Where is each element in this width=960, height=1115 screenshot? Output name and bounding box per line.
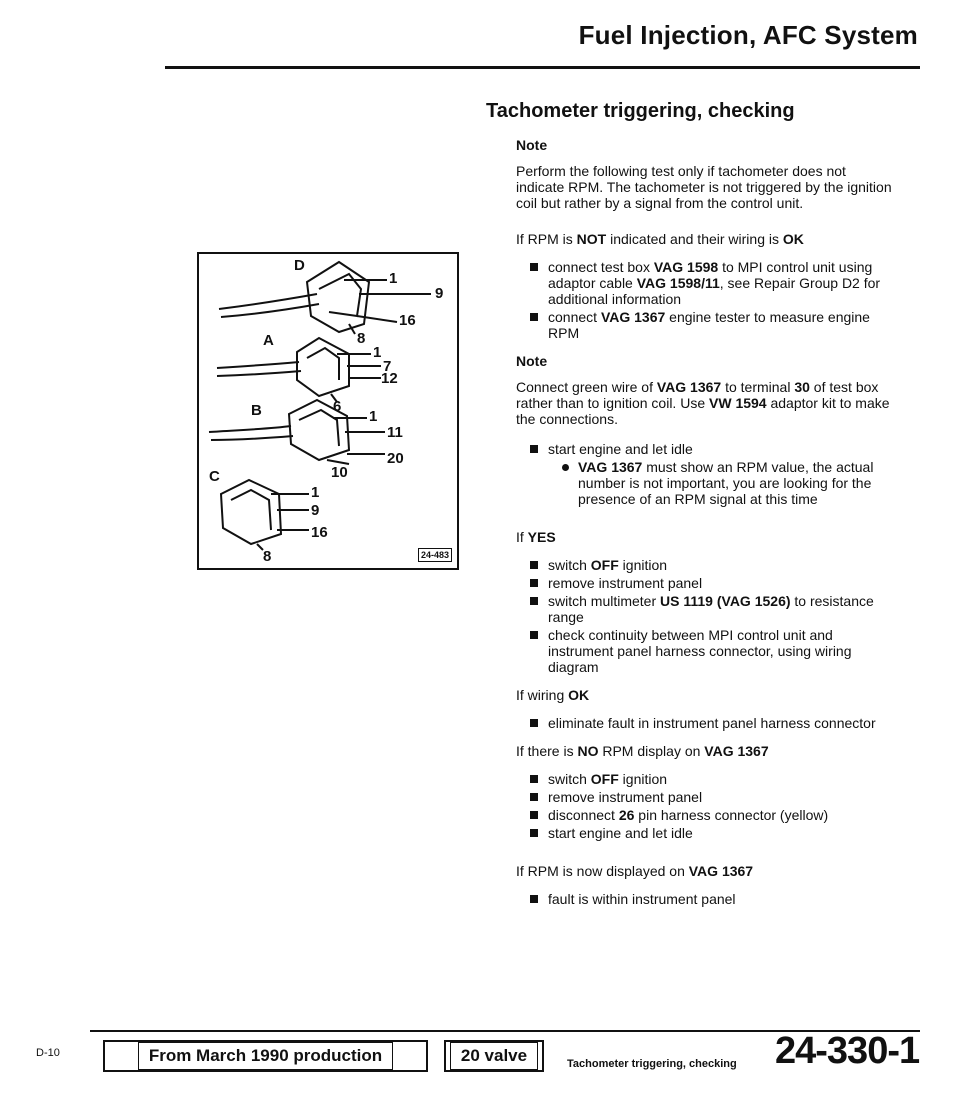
note-heading: Note [516, 137, 548, 153]
connector-a-pin: 12 [381, 370, 398, 387]
list-item: switch OFF ignition [530, 557, 896, 573]
condition-not-indicated: If RPM is NOT indicated and their wiring is OK [516, 231, 804, 247]
connector-c-pin: 1 [311, 484, 320, 501]
list-item: connect VAG 1367 engine tester to measure engine RPM [530, 309, 896, 341]
step-list [516, 891, 896, 907]
step-list [516, 715, 896, 731]
step-list [516, 259, 896, 341]
list-item: switch OFF ignition [530, 771, 896, 787]
note-text: Perform the following test only if tachometer does not indicate RPM. The tachometer is not triggered by the ignition coil but rather by a signal from the control unit. [516, 163, 892, 211]
figure-reference: 24-483 [418, 548, 452, 562]
connector-d-pin: 8 [357, 330, 366, 347]
connector-a-pin: 7 [383, 358, 392, 375]
list-item: start engine and let idle VAG 1367 must show an RPM value, the actual number is not important, you are looking for the presence of an RPM signal at this time [530, 441, 896, 507]
connector-c-pin: 9 [311, 502, 320, 519]
footer-caption: Tachometer triggering, checking [567, 1058, 737, 1070]
step-list [516, 557, 896, 675]
list-item: connect test box VAG 1598 to MPI control unit using adaptor cable VAG 1598/11, see Repair Group D2 for additional information [530, 259, 896, 307]
connector-b-pin: 20 [387, 450, 404, 467]
step-list [516, 771, 896, 841]
connector-b-pin: 11 [387, 424, 403, 441]
connector-a-pin: 1 [373, 344, 382, 361]
connector-d-pin: 1 [389, 270, 398, 287]
page-number: 24-330-1 [775, 1030, 920, 1072]
connector-c-pin: 8 [263, 548, 272, 565]
condition-wiring-ok: If wiring OK [516, 687, 590, 703]
list-item: remove instrument panel [530, 789, 896, 805]
header-rule [165, 66, 920, 69]
connector-a-pin: 6 [333, 398, 342, 415]
connector-d-pin: 9 [435, 285, 444, 302]
list-item: remove instrument panel [530, 575, 896, 591]
sub-step-list [548, 459, 896, 507]
step-list [516, 441, 896, 507]
footer-production-box [103, 1040, 428, 1072]
condition-rpm-displayed: If RPM is now displayed on VAG 1367 [516, 863, 754, 879]
note-text: Connect green wire of VAG 1367 to terminal 30 of test box rather than to ignition coil. Use VW 1594 adaptor kit to make the connections. [516, 379, 890, 427]
condition-no-rpm: If there is NO RPM display on VAG 1367 [516, 743, 769, 759]
list-item: VAG 1367 must show an RPM value, the actual number is not important, you are looking for the presence of an RPM signal at this time [562, 459, 896, 507]
connector-d-pin: 16 [399, 312, 416, 329]
footer-engine-box [444, 1040, 544, 1072]
footer-engine-label: 20 valve [450, 1042, 538, 1070]
connector-b-label: B [251, 402, 262, 419]
list-item: start engine and let idle [530, 825, 896, 841]
note-heading: Note [516, 353, 548, 369]
connector-b-pin: 1 [369, 408, 378, 425]
connector-illustration [197, 252, 459, 570]
connector-c-label: C [209, 468, 220, 485]
list-item: switch multimeter US 1119 (VAG 1526) to resistance range [530, 593, 896, 625]
connector-b-pin: 10 [331, 464, 348, 481]
procedure-body [516, 137, 896, 907]
footer-side-code: D-10 [36, 1047, 60, 1059]
main-content [486, 100, 896, 919]
connector-a-label: A [263, 332, 274, 349]
condition-yes: If YES [516, 529, 556, 545]
list-item: eliminate fault in instrument panel harness connector [530, 715, 896, 731]
list-item: check continuity between MPI control unit and instrument panel harness connector, using wiring diagram [530, 627, 896, 675]
section-title: Tachometer triggering, checking [486, 100, 795, 122]
list-item: fault is within instrument panel [530, 891, 896, 907]
connector-drawing [199, 254, 457, 568]
page-header-title: Fuel Injection, AFC System [578, 20, 918, 50]
connector-d-label: D [294, 257, 305, 274]
footer-production-label: From March 1990 production [138, 1042, 393, 1070]
connector-c-pin: 16 [311, 524, 328, 541]
list-item: disconnect 26 pin harness connector (yellow) [530, 807, 896, 823]
